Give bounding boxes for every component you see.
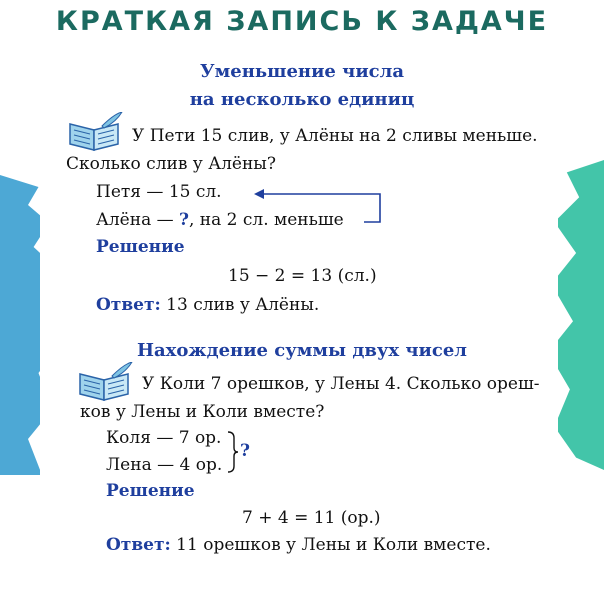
section1-solution-label: Решение — [96, 237, 185, 257]
open-book-quill-icon — [76, 362, 134, 402]
brace-question: ? — [240, 441, 250, 461]
curly-brace-icon — [226, 430, 240, 474]
section1-title-line2: на несколько единиц — [189, 89, 415, 110]
open-book-quill-icon — [66, 112, 124, 152]
note-alena-name: Алёна — — [96, 210, 180, 230]
section2-solution-label: Решение — [106, 481, 195, 501]
section2-answer-label: Ответ: — [106, 535, 171, 555]
section2-problem-line2: ков у Лены и Коли вместе? — [80, 402, 325, 422]
section1-problem-line1: У Пети 15 слив, у Алёны на 2 сливы меньше. — [132, 126, 538, 146]
section1-answer-text: 13 слив у Алёны. — [160, 295, 320, 315]
note-kolya: Коля — 7 ор. — [106, 428, 222, 448]
arrow-icon — [250, 186, 386, 228]
note-lena: Лена — 4 ор. — [106, 455, 223, 475]
section1-problem-line2: Сколько слив у Алёны? — [66, 154, 276, 174]
section2-problem-line1: У Коли 7 орешков, у Лены 4. Сколько ореш- — [142, 374, 540, 394]
note-petya: Петя — 15 сл. — [96, 182, 222, 202]
section1-answer — [96, 295, 319, 315]
section1-answer-label: Ответ: — [96, 295, 161, 315]
note-alena-question: ? — [179, 210, 189, 230]
section2-answer — [106, 535, 491, 555]
section1-title-line1: Уменьшение числа — [200, 61, 404, 82]
note-alena-rest: , на 2 сл. меньше — [188, 210, 344, 230]
section2-equation: 7 + 4 = 11 (ор.) — [242, 508, 381, 528]
section2-answer-text: 11 орешков у Лены и Коли вместе. — [170, 535, 491, 555]
page-title: КРАТКАЯ ЗАПИСЬ К ЗАДАЧЕ — [55, 6, 549, 37]
section2-title: Нахождение суммы двух чисел — [137, 340, 467, 361]
section1-equation: 15 − 2 = 13 (сл.) — [228, 266, 377, 286]
